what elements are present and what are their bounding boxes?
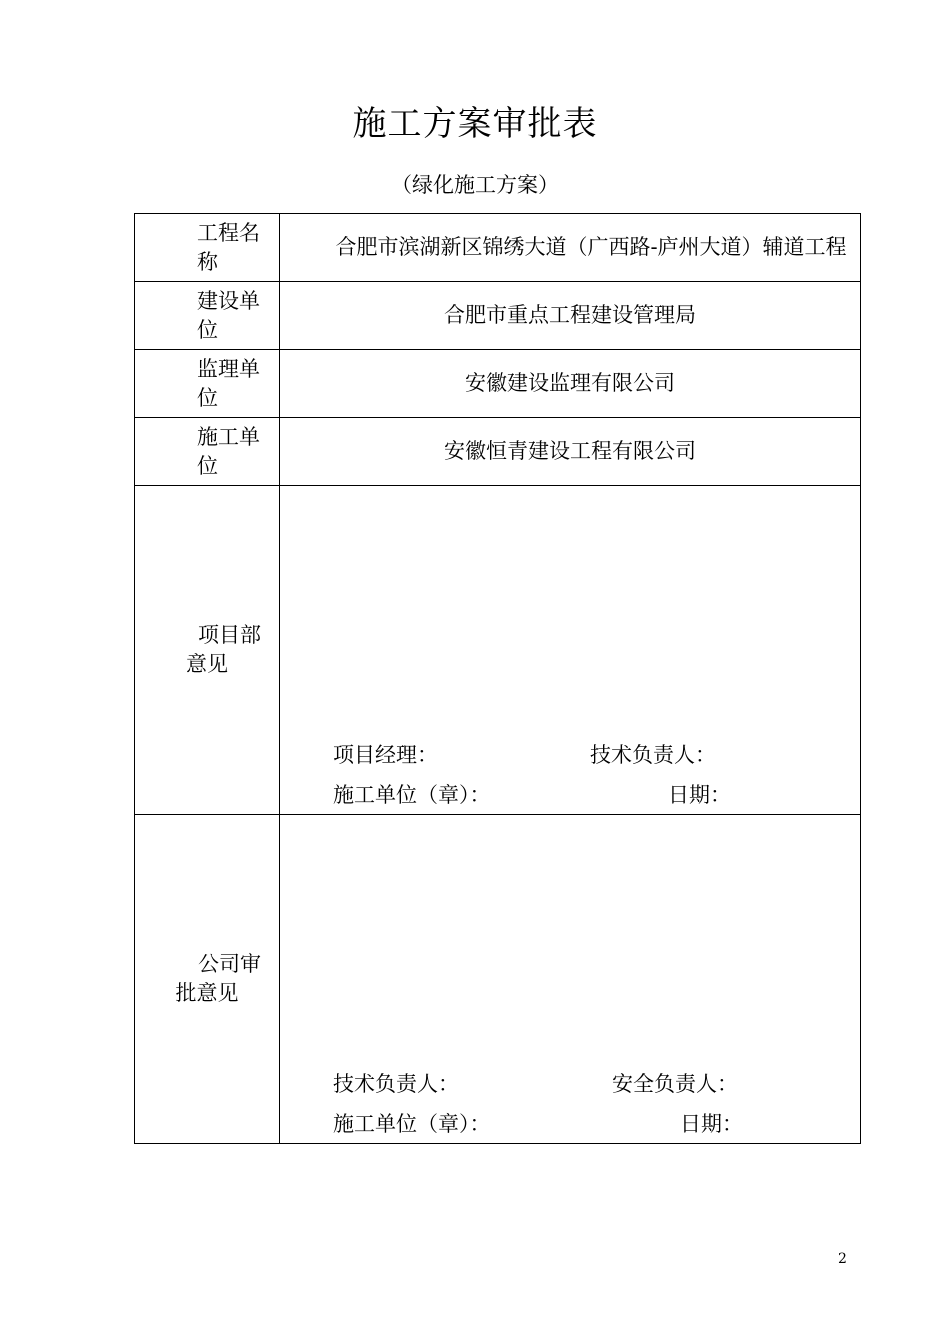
company-safety-lead-signature: 安全负责人：	[612, 1072, 738, 1096]
construction-unit-value: 安徽恒青建设工程有限公司	[280, 418, 861, 486]
project-name-label: 工程名 称	[135, 214, 280, 282]
project-unit-seal: 施工单位（章）：	[333, 783, 491, 807]
company-opinion-label: 公司审 批意见	[135, 815, 280, 1144]
construction-unit-label: 施工单 位	[135, 418, 280, 486]
table-row-company-opinion	[135, 815, 861, 1144]
project-opinion-field[interactable]	[280, 486, 861, 815]
supervision-unit-value: 安徽建设监理有限公司	[280, 350, 861, 418]
construction-owner-value: 合肥市重点工程建设管理局	[280, 282, 861, 350]
project-name-value: 合肥市滨湖新区锦绣大道（广西路-庐州大道）辅道工程	[280, 214, 861, 282]
supervision-unit-label: 监理单 位	[135, 350, 280, 418]
table-row-project-name	[135, 214, 861, 282]
project-opinion-label: 项目部 意见	[135, 486, 280, 815]
table-row-construction-unit	[135, 418, 861, 486]
document-subtitle: （绿化施工方案）	[391, 173, 559, 197]
table-row-project-opinion	[135, 486, 861, 815]
approval-form-table	[134, 213, 861, 1144]
table-row-supervision-unit	[135, 350, 861, 418]
company-opinion-date: 日期：	[680, 1112, 743, 1136]
page-number: 2	[838, 1251, 847, 1267]
company-opinion-field[interactable]	[280, 815, 861, 1144]
project-manager-signature: 项目经理：	[333, 743, 438, 767]
table-row-construction-owner	[135, 282, 861, 350]
company-unit-seal: 施工单位（章）：	[333, 1112, 491, 1136]
company-tech-lead-signature: 技术负责人：	[333, 1072, 459, 1096]
construction-owner-label: 建设单 位	[135, 282, 280, 350]
project-tech-lead-signature: 技术负责人：	[590, 743, 716, 767]
document-title: 施工方案审批表	[352, 104, 598, 144]
project-opinion-date: 日期：	[668, 783, 731, 807]
